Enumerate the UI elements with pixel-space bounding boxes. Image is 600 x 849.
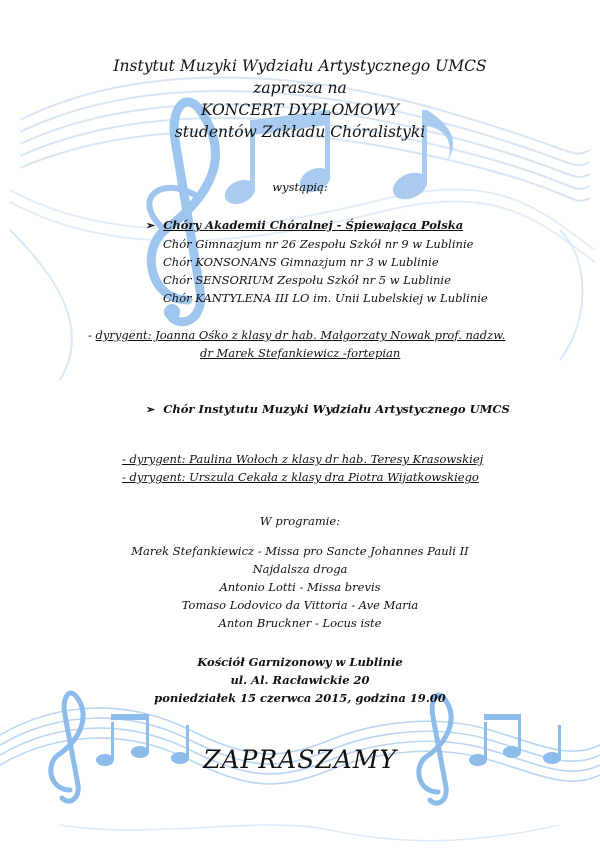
choir-item: Chór KANTYLENA III LO im. Unii Lubelskiej w Lublinie: [163, 291, 488, 305]
program-item: Tomaso Lodovico da Vittoria - Ave Maria: [181, 598, 419, 612]
program-label: W programie:: [259, 514, 341, 528]
venue-address: ul. Al. Racławickie 20: [230, 673, 370, 687]
bullet-arrow-icon: ➢: [146, 219, 156, 232]
choir-item: Chór KONSONANS Gimnazjum nr 3 w Lublinie: [163, 255, 439, 269]
bullet-arrow-icon: ➢: [146, 403, 156, 416]
section1-heading: [146, 218, 463, 232]
section2-title: Chór Instytutu Muzyki Wydziału Artystycznego UMCS: [163, 402, 510, 416]
swirl-bottom: [60, 825, 560, 841]
institute-line: Instytut Muzyki Wydziału Artystycznego UMCS: [113, 57, 487, 75]
performers-label: wystąpią:: [272, 180, 328, 194]
section2-conductor: - dyrygent: Urszula Cekała z klasy dra Piotra Wijatkowskiego: [122, 470, 479, 484]
concert-title: KONCERT DYPLOMOWY: [200, 101, 400, 119]
section1-conductor: - dyrygent: Joanna Ośko z klasy dr hab. Małgorzaty Nowak prof. nadzw.: [88, 328, 506, 342]
section2-conductor: - dyrygent: Paulina Wołoch z klasy dr hab. Teresy Krasowskiej: [122, 452, 484, 466]
program-item: Antonio Lotti - Missa brevis: [219, 580, 381, 594]
section1-piano: dr Marek Stefankiewicz -fortepian: [200, 346, 401, 360]
students-line: studentów Zakładu Chóralistyki: [174, 123, 426, 141]
program-item: Najdalsza droga: [252, 562, 348, 576]
invitation-footer: ZAPRASZAMY: [203, 745, 397, 774]
program-item: Marek Stefankiewicz - Missa pro Sancte Johannes Pauli II: [131, 544, 469, 558]
section1-title: Chóry Akademii Chóralnej - Śpiewająca Polska: [163, 218, 464, 232]
venue-place: Kościół Garnizonowy w Lublinie: [197, 655, 403, 669]
choir-item: Chór SENSORIUM Zespołu Szkół nr 5 w Lublinie: [163, 273, 451, 287]
choir-item: Chór Gimnazjum nr 26 Zespołu Szkół nr 9 w Lublinie: [163, 237, 474, 251]
section2-heading: [146, 402, 510, 416]
venue-datetime: poniedziałek 15 czerwca 2015, godzina 19.00: [154, 691, 446, 705]
invites-line: zaprasza na: [253, 79, 347, 97]
program-item: Anton Bruckner - Locus iste: [218, 616, 382, 630]
